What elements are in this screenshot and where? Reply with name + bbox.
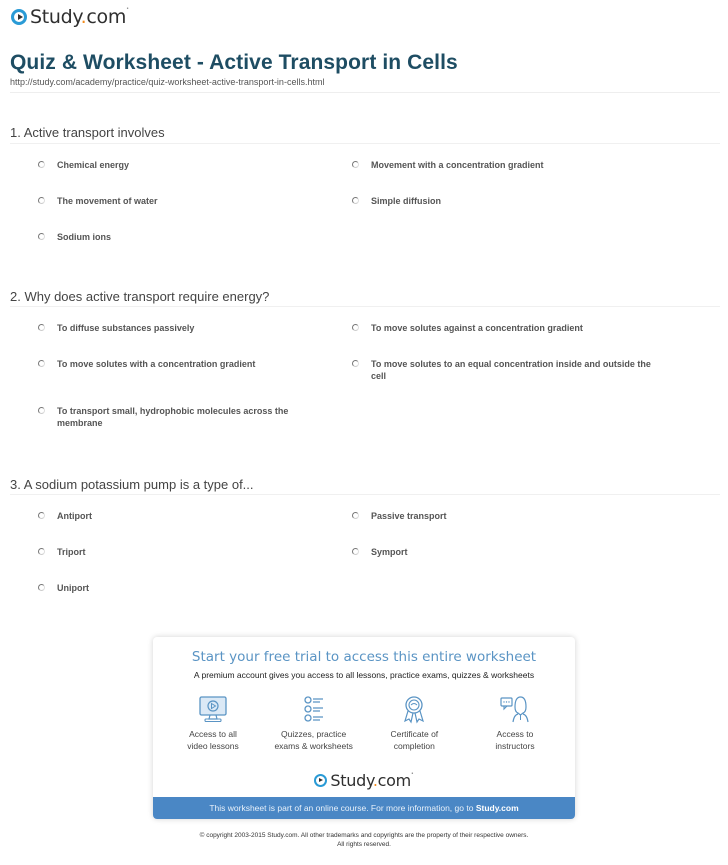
feature-list xyxy=(165,694,563,752)
answer-option[interactable]: Symport xyxy=(352,546,408,558)
page-url: http://study.com/academy/practice/quiz-worksheet-active-transport-in-cells.html xyxy=(10,77,325,87)
question-title: 3. A sodium potassium pump is a type of... xyxy=(10,477,254,492)
radio-button-icon[interactable] xyxy=(352,161,359,168)
study-logo[interactable] xyxy=(11,6,129,28)
radio-button-icon[interactable] xyxy=(38,360,45,367)
answer-option[interactable]: To move solutes with a concentration gradient xyxy=(38,358,255,370)
divider xyxy=(10,306,720,307)
radio-button-icon[interactable] xyxy=(38,161,45,168)
answer-option[interactable]: To move solutes to an equal concentration inside and outside the cell xyxy=(352,358,652,382)
logo-wordmark: Study.com• xyxy=(330,771,414,790)
copyright-notice: © copyright 2003-2015 Study.com. All other trademarks and copyrights are the property of their respective owners. All rights reserved. xyxy=(199,832,529,848)
radio-button-icon[interactable] xyxy=(352,197,359,204)
quiz-list-icon xyxy=(299,694,329,724)
answer-option[interactable]: Passive transport xyxy=(352,510,447,522)
answer-option[interactable]: Chemical energy xyxy=(38,159,129,171)
instructor-chat-icon xyxy=(500,694,530,724)
answer-option[interactable]: Triport xyxy=(38,546,86,558)
answer-option[interactable]: Simple diffusion xyxy=(352,195,441,207)
divider xyxy=(10,143,720,144)
play-circle-icon xyxy=(11,9,27,25)
promo-info-bar[interactable]: This worksheet is part of an online course. For more information, go to Study.com xyxy=(153,797,575,819)
radio-button-icon[interactable] xyxy=(38,407,45,414)
feature-video-lessons: Access to all video lessons xyxy=(165,694,261,752)
answer-option[interactable]: To transport small, hydrophobic molecules across the membrane xyxy=(38,405,308,429)
answer-option[interactable]: To diffuse substances passively xyxy=(38,322,194,334)
certificate-ribbon-icon xyxy=(399,694,429,724)
page-title: Quiz & Worksheet - Active Transport in Cells xyxy=(10,51,458,74)
video-monitor-icon xyxy=(198,694,228,724)
answer-option[interactable]: Antiport xyxy=(38,510,92,522)
study-logo[interactable] xyxy=(153,771,575,790)
divider xyxy=(10,92,720,93)
radio-button-icon[interactable] xyxy=(38,324,45,331)
answer-option[interactable]: To move solutes against a concentration gradient xyxy=(352,322,583,334)
radio-button-icon[interactable] xyxy=(38,197,45,204)
radio-button-icon[interactable] xyxy=(352,360,359,367)
radio-button-icon[interactable] xyxy=(352,548,359,555)
divider xyxy=(10,494,720,495)
logo-wordmark: Study.com• xyxy=(30,6,129,28)
promo-headline: Start your free trial to access this entire worksheet xyxy=(191,649,537,665)
answer-option[interactable]: Sodium ions xyxy=(38,231,111,243)
free-trial-promo[interactable] xyxy=(153,637,575,819)
play-circle-icon xyxy=(314,774,327,787)
question-title: 2. Why does active transport require energy? xyxy=(10,289,270,304)
answer-option[interactable]: The movement of water xyxy=(38,195,158,207)
feature-quizzes: Quizzes, practice exams & worksheets xyxy=(266,694,362,752)
answer-option[interactable]: Uniport xyxy=(38,582,89,594)
answer-option[interactable]: Movement with a concentration gradient xyxy=(352,159,544,171)
radio-button-icon[interactable] xyxy=(352,324,359,331)
radio-button-icon[interactable] xyxy=(38,512,45,519)
question-title: 1. Active transport involves xyxy=(10,125,165,140)
radio-button-icon[interactable] xyxy=(352,512,359,519)
radio-button-icon[interactable] xyxy=(38,548,45,555)
feature-certificate: Certificate of completion xyxy=(366,694,462,752)
study-link[interactable]: Study.com xyxy=(475,803,519,813)
radio-button-icon[interactable] xyxy=(38,233,45,240)
promo-subheadline: A premium account gives you access to all lessons, practice exams, quizzes & worksheets xyxy=(193,670,535,680)
radio-button-icon[interactable] xyxy=(38,584,45,591)
feature-instructors: Access to instructors xyxy=(467,694,563,752)
